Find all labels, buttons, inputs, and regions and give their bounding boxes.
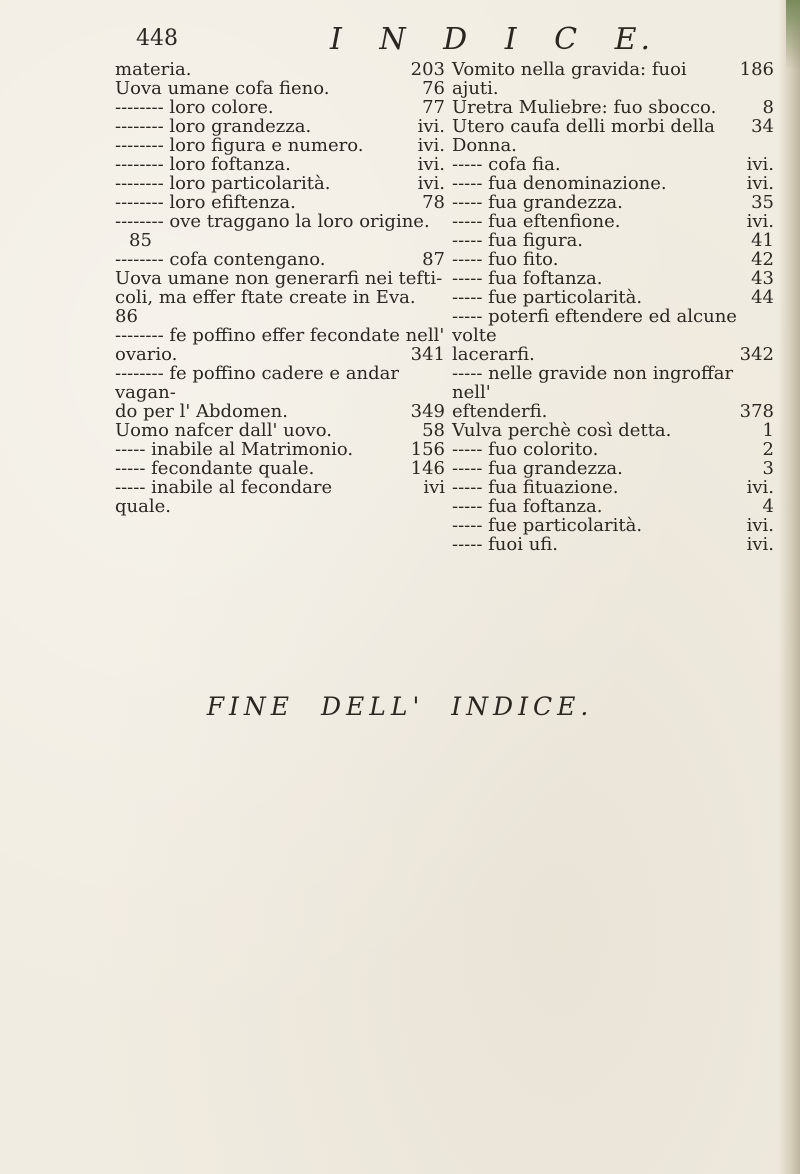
index-entry: ----- fue particolarità. 44 [452, 287, 774, 308]
entry-page: 156 [410, 439, 445, 460]
index-entry: ----- fuo fito. 42 [452, 249, 774, 270]
index-entry: -------- cofa contengano. 87 [115, 249, 445, 270]
index-entry: ----- poterfi eftendere ed alcune volte [452, 306, 737, 346]
index-entry: -------- loro colore. 77 [115, 97, 445, 118]
entry-page: ivi. [746, 211, 774, 232]
entry-page: 77 [422, 97, 445, 118]
colophon: FINE DELL' INDICE. [206, 692, 594, 721]
entry-page: 349 [410, 401, 445, 422]
entry-page: ivi. [417, 135, 445, 156]
index-entry: -------- loro efiftenza. 78 [115, 192, 445, 213]
index-entry: ----- fue particolarità. ivi. [452, 515, 774, 536]
index-entry: ----- fecondante quale. 146 [115, 458, 445, 479]
index-entry: -------- ove traggano la loro origine. [115, 211, 430, 232]
index-entry: Utero caufa delli morbi della Donna. 34 [452, 116, 774, 156]
index-entry: ----- fuo colorito. 2 [452, 439, 774, 460]
index-entry: ----- inabile al Matrimonio. 156 [115, 439, 445, 460]
index-column-left [115, 60, 445, 516]
index-entry: ----- inabile al fecondare quale. ivi [115, 477, 445, 517]
index-entry: ----- fua fituazione. ivi. [452, 477, 774, 498]
entry-page: 146 [410, 458, 445, 479]
entry-page: 76 [422, 78, 445, 99]
entry-page: 3 [762, 458, 774, 479]
index-entry: -------- fe poffino effer fecondate nell' [115, 325, 445, 346]
entry-page: 341 [410, 344, 445, 365]
entry-page: ivi. [417, 154, 445, 175]
entry-page: 203 [410, 59, 445, 80]
index-entry: Vulva perchè così detta. 1 [452, 420, 774, 441]
index-entry: ----- nelle gravide non ingroffar nell' [452, 363, 734, 403]
entry-page: ivi. [746, 173, 774, 194]
entry-page: 186 [739, 59, 774, 80]
index-entry: Uomo nafcer dall' uovo. 58 [115, 420, 445, 441]
entry-page: 4 [762, 496, 774, 517]
entry-page: 2 [762, 439, 774, 460]
entry-page: ivi. [746, 477, 774, 498]
index-entry: -------- loro foftanza. ivi. [115, 154, 445, 175]
index-entry: -------- loro grandezza. ivi. [115, 116, 445, 137]
entry-page: 41 [751, 230, 774, 251]
entry-page: 34 [751, 116, 774, 137]
index-entry: Uretra Muliebre: fuo sbocco. 8 [452, 97, 774, 118]
entry-page: ivi. [746, 515, 774, 536]
index-entry: ----- fuoi ufi. ivi. [452, 534, 774, 555]
index-entry: materia. 203 [115, 59, 445, 80]
entry-page: 58 [422, 420, 445, 441]
index-entry-continuation: ovario. 341 [115, 344, 445, 365]
index-entry: ----- fua grandezza. 35 [452, 192, 774, 213]
entry-page: ivi. [417, 116, 445, 137]
index-entry-continuation: eftenderfi. 378 [452, 401, 774, 422]
index-entry: Uova umane cofa fieno. 76 [115, 78, 445, 99]
index-entry-continuation: coli, ma effer ftate create in Eva. [115, 287, 416, 308]
page-title: I N D I C E. [330, 22, 655, 57]
entry-page: ivi. [746, 154, 774, 175]
entry-page: 42 [751, 249, 774, 270]
index-entry: ----- fua foftanza. 43 [452, 268, 774, 289]
index-entry-continuation: lacerarfi. 342 [452, 344, 774, 365]
index-entry: ----- fua figura. 41 [452, 230, 774, 251]
index-entry: Uova umane non generarfi nei tefti- [115, 268, 443, 289]
entry-page: 78 [422, 192, 445, 213]
index-entry: ----- fua eftenfione. ivi. [452, 211, 774, 232]
entry-page: 44 [751, 287, 774, 308]
entry-page: 342 [739, 344, 774, 365]
index-entry-continuation: 86 [115, 306, 138, 327]
entry-page: 35 [751, 192, 774, 213]
index-column-right [452, 60, 774, 554]
entry-page: 1 [762, 420, 774, 441]
index-entry: Vomito nella gravida: fuoi ajuti. 186 [452, 59, 774, 99]
entry-page: ivi. [417, 173, 445, 194]
page-number: 448 [136, 26, 178, 51]
page-header [130, 22, 730, 62]
index-entry: -------- loro particolarità. ivi. [115, 173, 445, 194]
index-entry-continuation: 85 [129, 230, 152, 251]
entry-page: ivi [423, 477, 445, 498]
index-entry: ----- fua grandezza. 3 [452, 458, 774, 479]
entry-page: 8 [762, 97, 774, 118]
index-entry: ----- cofa fia. ivi. [452, 154, 774, 175]
entry-page: ivi. [746, 534, 774, 555]
entry-page: 43 [751, 268, 774, 289]
page-edge-shadow [778, 0, 800, 1174]
entry-page: 87 [422, 249, 445, 270]
index-entry: -------- loro figura e numero. ivi. [115, 135, 445, 156]
entry-page: 378 [739, 401, 774, 422]
index-entry: -------- fe poffino cadere e andar vagan- [115, 363, 399, 403]
index-entry-continuation: do per l' Abdomen. 349 [115, 401, 445, 422]
page-edge-stain [786, 0, 800, 70]
index-entry: ----- fua denominazione. ivi. [452, 173, 774, 194]
index-entry: ----- fua foftanza. 4 [452, 496, 774, 517]
